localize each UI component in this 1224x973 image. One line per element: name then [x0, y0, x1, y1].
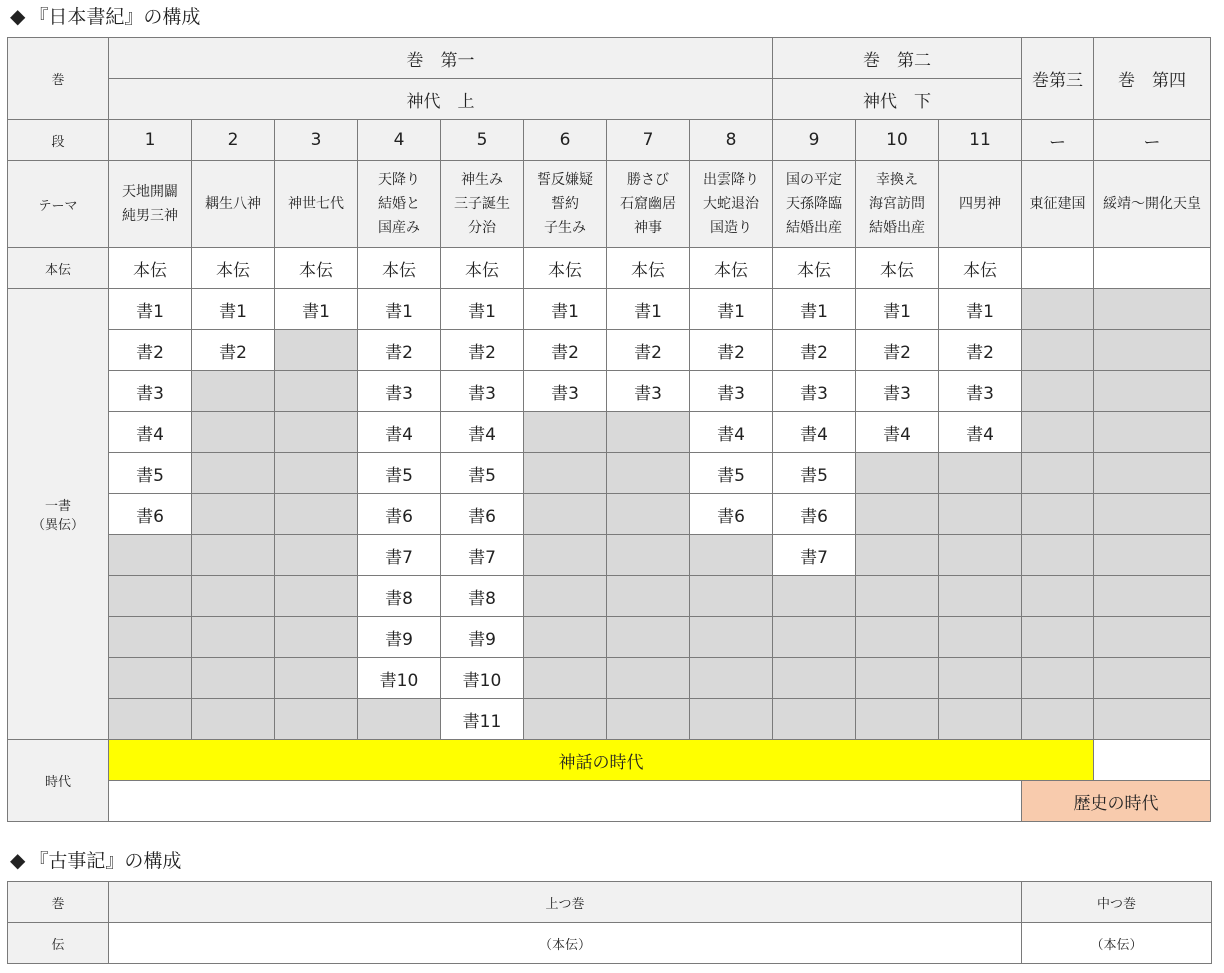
honden-cell: 本伝	[192, 248, 275, 289]
issho-empty-cell	[690, 576, 773, 617]
issho-cell: 書3	[856, 371, 939, 412]
issho-empty-cell	[192, 494, 275, 535]
issho-empty-cell	[939, 453, 1022, 494]
theme-line: 誓反嫌疑	[537, 172, 593, 188]
issho-cell: 書4	[441, 412, 524, 453]
honden-cell: 本伝	[773, 248, 856, 289]
issho-cell: 書1	[192, 289, 275, 330]
dan-cell: 9	[773, 120, 856, 161]
issho-empty-cell	[524, 617, 607, 658]
issho-empty-cell	[1094, 371, 1211, 412]
maki1-cell: 巻 第一	[109, 38, 773, 79]
kojiki-naka-den-cell: （本伝）	[1022, 923, 1212, 964]
issho-cell: 書1	[524, 289, 607, 330]
honden-empty-cell	[1022, 248, 1094, 289]
issho-empty-cell	[607, 617, 690, 658]
issho-empty-cell	[1022, 617, 1094, 658]
dan-cell: 8	[690, 120, 773, 161]
issho-cell: 書8	[441, 576, 524, 617]
dan-header: 段	[8, 120, 109, 161]
issho-empty-cell	[856, 576, 939, 617]
issho-cell: 書3	[607, 371, 690, 412]
theme-line: 国造り	[710, 220, 752, 236]
theme-header: テーマ	[8, 161, 109, 248]
issho-empty-cell	[1094, 330, 1211, 371]
theme-line: 勝さび	[627, 172, 669, 188]
issho-cell: 書1	[856, 289, 939, 330]
issho-empty-cell	[1094, 412, 1211, 453]
issho-label-line: （異伝）	[31, 518, 84, 533]
issho-empty-cell	[607, 494, 690, 535]
theme-cell	[109, 161, 192, 248]
theme-cell	[192, 161, 275, 248]
issho-empty-cell	[192, 453, 275, 494]
issho-cell: 書2	[773, 330, 856, 371]
theme-line: 純男三神	[122, 208, 178, 224]
maki4-cell: 巻 第四	[1094, 38, 1211, 120]
issho-cell: 書8	[358, 576, 441, 617]
issho-cell: 書4	[109, 412, 192, 453]
issho-empty-cell	[1094, 535, 1211, 576]
issho-cell: 書2	[441, 330, 524, 371]
issho-empty-cell	[607, 658, 690, 699]
issho-cell: 書5	[773, 453, 856, 494]
issho-empty-cell	[607, 535, 690, 576]
theme-line: 耦生八神	[205, 196, 261, 212]
issho-empty-cell	[1094, 289, 1211, 330]
honden-cell: 本伝	[109, 248, 192, 289]
issho-empty-cell	[524, 576, 607, 617]
issho-empty-cell	[109, 535, 192, 576]
theme-line: 四男神	[959, 196, 1001, 212]
issho-cell: 書2	[856, 330, 939, 371]
honden-cell: 本伝	[275, 248, 358, 289]
issho-cell: 書3	[773, 371, 856, 412]
issho-cell: 書3	[109, 371, 192, 412]
issho-cell: 書1	[939, 289, 1022, 330]
issho-empty-cell	[192, 412, 275, 453]
dan-cell: 10	[856, 120, 939, 161]
issho-empty-cell	[690, 535, 773, 576]
issho-cell: 書5	[690, 453, 773, 494]
theme-line: 出雲降り	[703, 172, 759, 188]
theme-cell	[856, 161, 939, 248]
maki3-cell: 巻第三	[1022, 38, 1094, 120]
issho-empty-cell	[607, 453, 690, 494]
issho-cell: 書4	[939, 412, 1022, 453]
issho-empty-cell	[1022, 453, 1094, 494]
dan-cell: 7	[607, 120, 690, 161]
issho-cell: 書6	[441, 494, 524, 535]
issho-empty-cell	[773, 699, 856, 740]
issho-empty-cell	[524, 535, 607, 576]
issho-empty-cell	[275, 412, 358, 453]
theme-line: 国の平定	[786, 172, 842, 188]
issho-empty-cell	[275, 453, 358, 494]
dan-cell: 2	[192, 120, 275, 161]
theme-line: 海宮訪問	[869, 196, 925, 212]
issho-empty-cell	[939, 658, 1022, 699]
jidai-header: 時代	[8, 740, 109, 822]
issho-cell: 書7	[441, 535, 524, 576]
honden-empty-cell	[1094, 248, 1211, 289]
issho-empty-cell	[690, 617, 773, 658]
theme-line: 神生み	[461, 172, 503, 188]
issho-empty-cell	[939, 699, 1022, 740]
issho-empty-cell	[524, 412, 607, 453]
issho-cell: 書3	[939, 371, 1022, 412]
issho-empty-cell	[856, 699, 939, 740]
nihon-shoki-table	[7, 37, 1211, 822]
honden-cell: 本伝	[939, 248, 1022, 289]
kojiki-table	[7, 881, 1212, 964]
issho-empty-cell	[773, 658, 856, 699]
theme-line: 石窟幽居	[620, 196, 676, 212]
dan-cell: ー	[1094, 120, 1211, 161]
issho-empty-cell	[109, 658, 192, 699]
honden-header: 本伝	[8, 248, 109, 289]
issho-empty-cell	[939, 494, 1022, 535]
dan-cell: ー	[1022, 120, 1094, 161]
issho-empty-cell	[939, 617, 1022, 658]
dan-cell: 6	[524, 120, 607, 161]
issho-label-line: 一書	[44, 499, 71, 514]
theme-line: 天孫降臨	[786, 196, 842, 212]
issho-empty-cell	[1022, 289, 1094, 330]
issho-cell: 書4	[773, 412, 856, 453]
theme-cell	[690, 161, 773, 248]
kojiki-title: ◆ 『古事記』の構成	[10, 848, 182, 872]
issho-cell: 書10	[441, 658, 524, 699]
issho-empty-cell	[275, 330, 358, 371]
history-era-cell: 歴史の時代	[1022, 781, 1211, 822]
issho-empty-cell	[856, 494, 939, 535]
issho-cell: 書5	[358, 453, 441, 494]
issho-empty-cell	[192, 617, 275, 658]
issho-empty-cell	[524, 494, 607, 535]
theme-line: 分治	[468, 220, 496, 236]
theme-line: 大蛇退治	[703, 196, 759, 212]
issho-cell: 書9	[358, 617, 441, 658]
issho-cell: 書2	[109, 330, 192, 371]
issho-cell: 書11	[441, 699, 524, 740]
theme-line: 国産み	[378, 220, 420, 236]
issho-cell: 書1	[109, 289, 192, 330]
issho-empty-cell	[773, 617, 856, 658]
issho-empty-cell	[856, 453, 939, 494]
issho-empty-cell	[192, 535, 275, 576]
issho-empty-cell	[275, 494, 358, 535]
kojiki-kami-den-cell: （本伝）	[109, 923, 1022, 964]
dan-cell: 3	[275, 120, 358, 161]
issho-cell: 書1	[607, 289, 690, 330]
kojiki-kami-cell: 上つ巻	[109, 882, 1022, 923]
honden-cell: 本伝	[358, 248, 441, 289]
issho-empty-cell	[275, 699, 358, 740]
theme-cell	[441, 161, 524, 248]
issho-empty-cell	[939, 535, 1022, 576]
maki-header: 巻	[8, 38, 109, 120]
issho-cell: 書1	[358, 289, 441, 330]
era-empty-cell	[109, 781, 1022, 822]
theme-line: 神事	[634, 220, 662, 236]
issho-empty-cell	[1094, 494, 1211, 535]
diamond-icon: ◆	[10, 4, 26, 28]
issho-empty-cell	[192, 576, 275, 617]
theme-line: 誓約	[551, 196, 579, 212]
dan-cell: 1	[109, 120, 192, 161]
issho-cell: 書6	[109, 494, 192, 535]
issho-empty-cell	[275, 576, 358, 617]
issho-empty-cell	[607, 412, 690, 453]
issho-cell: 書1	[275, 289, 358, 330]
jindai-up-cell: 神代 上	[109, 79, 773, 120]
issho-empty-cell	[275, 617, 358, 658]
issho-cell: 書2	[358, 330, 441, 371]
theme-line: 東征建国	[1029, 196, 1086, 212]
issho-empty-cell	[1022, 494, 1094, 535]
issho-empty-cell	[109, 617, 192, 658]
issho-header	[8, 289, 109, 740]
issho-empty-cell	[275, 371, 358, 412]
theme-line: 三子誕生	[454, 196, 510, 212]
issho-empty-cell	[524, 453, 607, 494]
issho-cell: 書2	[192, 330, 275, 371]
issho-empty-cell	[1022, 535, 1094, 576]
theme-line: 天降り	[378, 172, 420, 188]
kojiki-maki-header: 巻	[8, 882, 109, 923]
issho-cell: 書3	[358, 371, 441, 412]
issho-empty-cell	[1022, 658, 1094, 699]
issho-empty-cell	[856, 617, 939, 658]
issho-cell: 書10	[358, 658, 441, 699]
issho-cell: 書7	[773, 535, 856, 576]
era-empty-cell	[1094, 740, 1211, 781]
theme-cell	[1022, 161, 1094, 248]
issho-cell: 書6	[773, 494, 856, 535]
issho-empty-cell	[524, 699, 607, 740]
issho-empty-cell	[1094, 576, 1211, 617]
issho-empty-cell	[607, 699, 690, 740]
issho-empty-cell	[690, 699, 773, 740]
issho-empty-cell	[192, 371, 275, 412]
issho-cell: 書7	[358, 535, 441, 576]
honden-cell: 本伝	[524, 248, 607, 289]
honden-cell: 本伝	[441, 248, 524, 289]
issho-cell: 書3	[524, 371, 607, 412]
theme-cell	[275, 161, 358, 248]
issho-empty-cell	[690, 658, 773, 699]
issho-empty-cell	[192, 658, 275, 699]
issho-cell: 書1	[441, 289, 524, 330]
jindai-down-cell: 神代 下	[773, 79, 1022, 120]
diamond-icon: ◆	[10, 848, 26, 872]
kojiki-den-header: 伝	[8, 923, 109, 964]
theme-line: 結婚出産	[786, 220, 842, 236]
theme-line: 幸換え	[876, 172, 918, 188]
issho-cell: 書2	[607, 330, 690, 371]
issho-cell: 書3	[690, 371, 773, 412]
issho-empty-cell	[856, 658, 939, 699]
theme-cell	[607, 161, 690, 248]
theme-cell	[1094, 161, 1211, 248]
honden-cell: 本伝	[607, 248, 690, 289]
theme-line: 綏靖～開化天皇	[1103, 196, 1201, 212]
dan-cell: 11	[939, 120, 1022, 161]
issho-cell: 書9	[441, 617, 524, 658]
theme-cell	[773, 161, 856, 248]
issho-cell: 書1	[690, 289, 773, 330]
theme-cell	[939, 161, 1022, 248]
theme-line: 神世七代	[288, 196, 344, 212]
issho-empty-cell	[1094, 617, 1211, 658]
issho-empty-cell	[1022, 412, 1094, 453]
theme-line: 結婚と	[378, 196, 420, 212]
issho-cell: 書1	[773, 289, 856, 330]
issho-cell: 書3	[441, 371, 524, 412]
issho-empty-cell	[939, 576, 1022, 617]
issho-empty-cell	[1094, 658, 1211, 699]
dan-cell: 4	[358, 120, 441, 161]
issho-empty-cell	[192, 699, 275, 740]
issho-cell: 書4	[690, 412, 773, 453]
theme-line: 天地開闢	[122, 184, 178, 200]
issho-cell: 書6	[690, 494, 773, 535]
issho-empty-cell	[358, 699, 441, 740]
issho-cell: 書2	[524, 330, 607, 371]
issho-empty-cell	[524, 658, 607, 699]
issho-cell: 書5	[441, 453, 524, 494]
issho-cell: 書4	[358, 412, 441, 453]
honden-cell: 本伝	[690, 248, 773, 289]
maki2-cell: 巻 第二	[773, 38, 1022, 79]
issho-empty-cell	[1022, 699, 1094, 740]
theme-cell	[524, 161, 607, 248]
dan-cell: 5	[441, 120, 524, 161]
issho-cell: 書4	[856, 412, 939, 453]
issho-empty-cell	[275, 535, 358, 576]
issho-empty-cell	[1094, 453, 1211, 494]
myth-era-cell: 神話の時代	[109, 740, 1094, 781]
honden-cell: 本伝	[856, 248, 939, 289]
issho-cell: 書6	[358, 494, 441, 535]
issho-empty-cell	[773, 576, 856, 617]
theme-line: 子生み	[544, 220, 586, 236]
issho-empty-cell	[109, 576, 192, 617]
issho-empty-cell	[109, 699, 192, 740]
issho-empty-cell	[1094, 699, 1211, 740]
nihon-shoki-title: ◆ 『日本書紀』の構成	[10, 4, 201, 28]
issho-empty-cell	[856, 535, 939, 576]
issho-empty-cell	[1022, 576, 1094, 617]
issho-empty-cell	[1022, 330, 1094, 371]
kojiki-naka-cell: 中つ巻	[1022, 882, 1212, 923]
issho-cell: 書2	[690, 330, 773, 371]
theme-line: 結婚出産	[869, 220, 925, 236]
issho-cell: 書5	[109, 453, 192, 494]
issho-empty-cell	[1022, 371, 1094, 412]
issho-cell: 書2	[939, 330, 1022, 371]
theme-cell	[358, 161, 441, 248]
issho-empty-cell	[275, 658, 358, 699]
issho-empty-cell	[607, 576, 690, 617]
